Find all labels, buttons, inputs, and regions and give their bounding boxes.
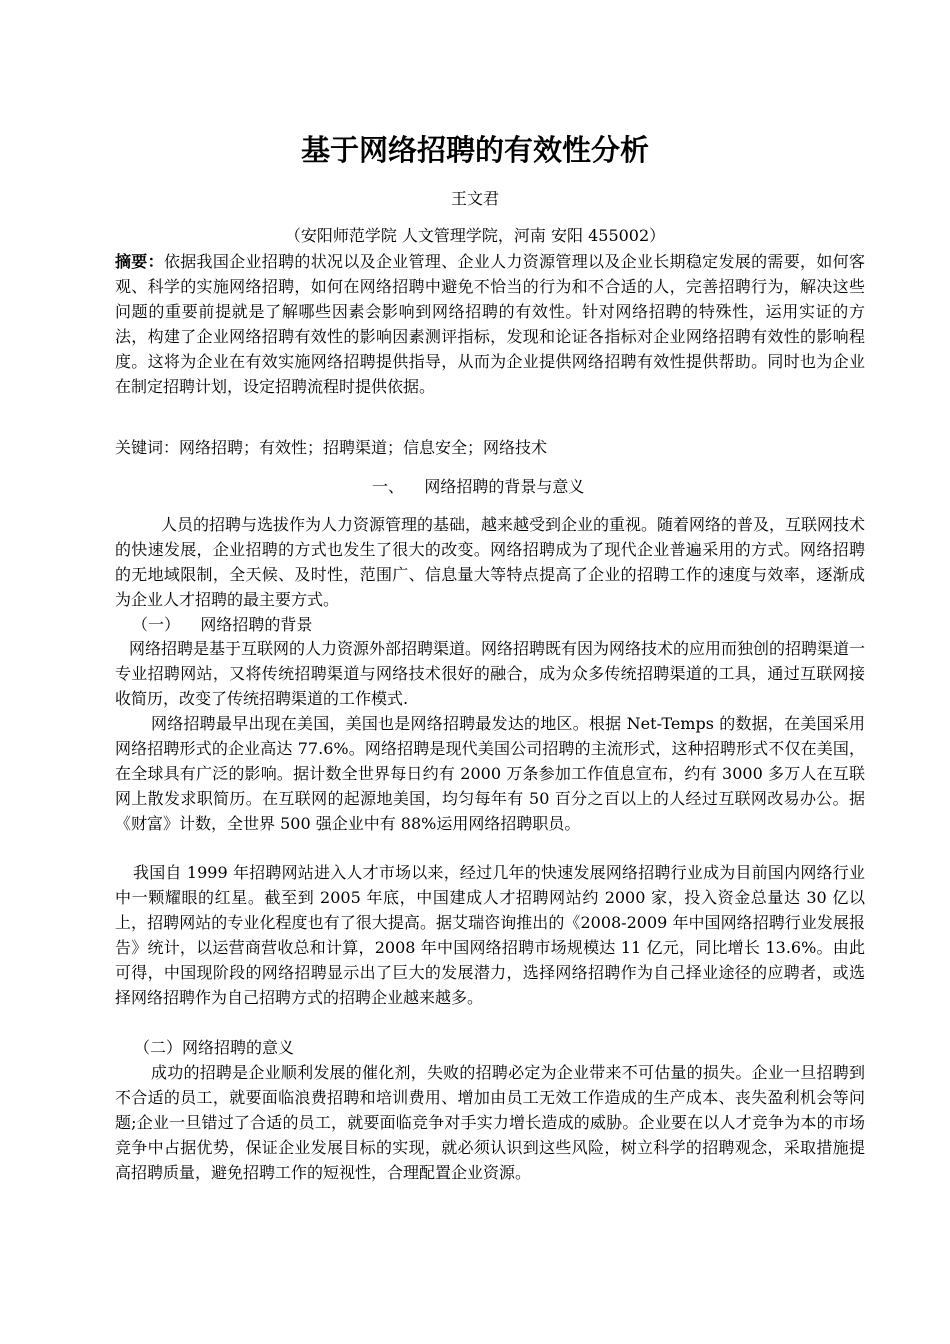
abstract-text: 依据我国企业招聘的状况以及企业管理、企业人力资源管理以及企业长期稳定发展的需要，如何客观、科学的实施网络招聘，如何在网络招聘中避免不恰当的行为和不合适的人，完善招聘行为，解决这些问题的重要前提就是了解哪些因素会影响到网络招聘的有效性。针对网络招聘的特殊性，运用实证的方法，构建了企业网络招聘有效性的影响因素测评指标，发现和论证各指标对企业网络招聘有效性的影响程度。这将为企业在有效实施网络招聘提供指导，从而为企业提供网络招聘有效性提供帮助。同时也为企业在制定招聘计划，设定招聘流程时提供依据。 xyxy=(115,252,865,396)
keywords-paragraph xyxy=(115,435,865,460)
document-title: 基于网络招聘的有效性分析 xyxy=(300,133,649,167)
section-1-heading: 一、 网络招聘的背景与意义 xyxy=(372,477,585,496)
section-1-intro: 人员的招聘与选拔作为人力资源管理的基础，越来越受到企业的重视。随着网络的普及，互联网技术的快速发展，企业招聘的方式也发生了很大的改变。网络招聘成为了现代企业普遍采用的方式。网络招聘的无地域限制，全天候、及时性，范围广、信息量大等特点提高了企业的招聘工作的速度与效率，逐渐成为企业人才招聘的最主要方式。 xyxy=(115,515,866,609)
subsection-2-heading: （二）网络招聘的意义 xyxy=(134,1038,295,1057)
subsection-1-heading: （一） 网络招聘的背景 xyxy=(132,615,313,634)
keywords-text: 网络招聘；有效性；招聘渠道；信息安全；网络技术 xyxy=(179,438,548,457)
abstract-paragraph xyxy=(115,249,865,399)
subsection-1-paragraph-3: 我国自 1999 年招聘网站进入人才市场以来，经过几年的快速发展网络招聘行业成为目前国内网络行业中一颗耀眼的红星。截至到 2005 年底，中国建成人才招聘网站约 2000 家，投入资金总量达 30 亿以上，招聘网站的专业化程度也有了很大提高。据艾瑞咨询推出的《2008-2009 年中国网络招聘行业发展报告》统计，以运营商营收总和计算，2008 年中国网络招聘市场规模达 11 亿元，同比增长 13.6%。由此可得，中国现阶段的网络招聘显示出了巨大的发展潜力，选择网络招聘作为自己择业途径的应聘者，或选择网络招聘作为自己招聘方式的招聘企业越来越多。 xyxy=(115,863,865,1007)
subsection-1-paragraph-1: 网络招聘是基于互联网的人力资源外部招聘渠道。网络招聘既有因为网络技术的应用而独创的招聘渠道一专业招聘网站，又将传统招聘渠道与网络技术很好的融合，成为众多传统招聘渠道的工具，通过互联网接收简历，改变了传统招聘渠道的工作模式. xyxy=(115,639,866,708)
subsection-1-paragraph-2: 网络招聘最早出现在美国，美国也是网络招聘最发达的地区。根据 Net-Temps 的数据，在美国采用网络招聘形式的企业高达 77.6%。网络招聘是现代美国公司招聘的主流形式，这种招聘形式不仅在美国，在全球具有广泛的影响。据计数全世界每日约有 2000 万条参加工作值息宣布，约有 3000 多万人在互联网上散发求职简历。在互联网的起源地美国，均匀每年有 50 百分之百以上的人经过互联网改易办公。据《财富》计数，全世界 500 强企业中有 88%运用网络招聘职员。 xyxy=(115,714,865,833)
author-name: 王文君 xyxy=(450,189,499,208)
keywords-label: 关键词： xyxy=(115,438,180,457)
subsection-2-paragraph-1: 成功的招聘是企业顺利发展的催化剂，失败的招聘必定为企业带来不可估量的损失。企业一旦招聘到不合适的员工，就要面临浪费招聘和培训费用、增加由员工无效工作造成的生产成本、丧失盈利机会等问题;企业一旦错过了合适的员工，就要面临竞争对手实力增长造成的威胁。企业要在以人才竞争为本的市场竞争中占据优势，保证企业发展目标的实现，就必须认识到这些风险，树立科学的招聘观念，采取措施提高招聘质量，避免招聘工作的短视性，合理配置企业资源。 xyxy=(115,1063,865,1182)
abstract-label: 摘要： xyxy=(115,252,164,271)
author-affiliation: （安阳师范学院 人文管理学院，河南 安阳 455002） xyxy=(284,226,666,245)
